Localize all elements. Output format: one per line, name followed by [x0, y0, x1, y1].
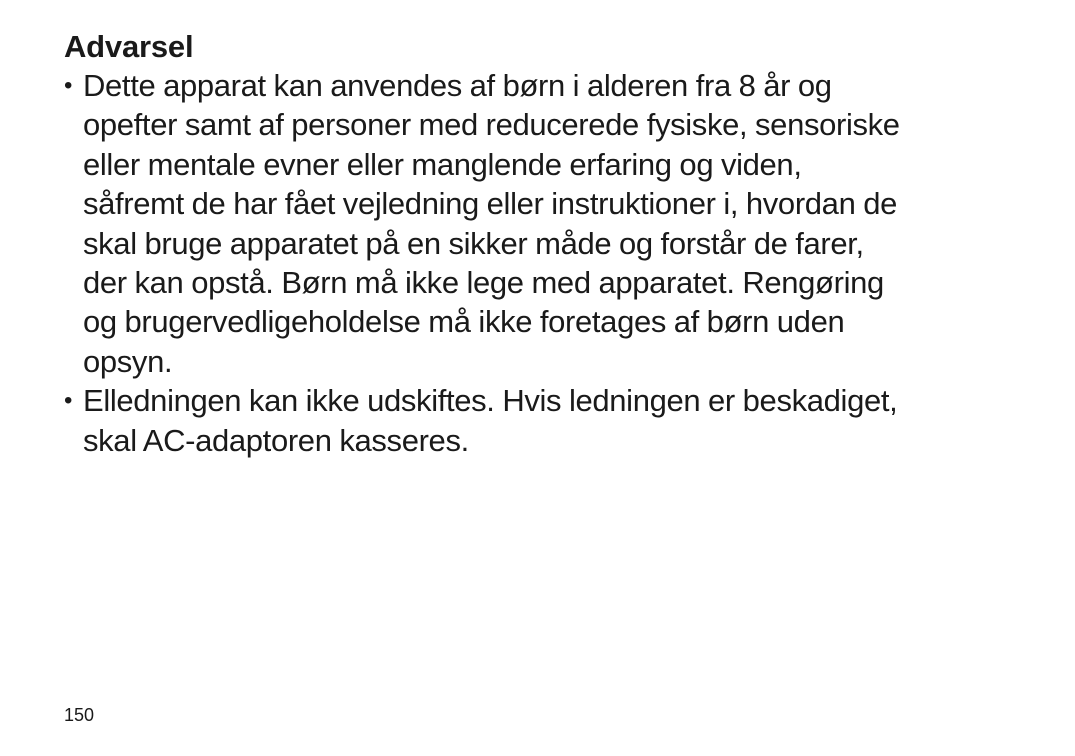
text-line: Elledningen kan ikke udskiftes. Hvis ledningen er beskadiget, [83, 383, 898, 419]
warning-list [64, 66, 1014, 460]
text-line: opsyn. [83, 343, 173, 379]
section-heading: Advarsel [64, 29, 194, 64]
text-line: såfremt de har fået vejledning eller instruktioner i, hvordan de [83, 186, 898, 222]
warning-section [64, 28, 1014, 460]
warning-item-1 [64, 66, 1014, 381]
text-line: eller mentale evner eller manglende erfaring og viden, [83, 146, 802, 182]
text-line: Dette apparat kan anvendes af børn i alderen fra 8 år og [83, 68, 832, 103]
page-number: 150 [64, 705, 95, 725]
text-line: og brugervedligeholdelse må ikke foretages af børn uden [83, 304, 845, 340]
text-line: der kan opstå. Børn må ikke lege med apparatet. Rengøring [83, 265, 884, 301]
bullet-icon: • [64, 72, 73, 99]
warning-item-2 [64, 381, 1014, 460]
text-line: skal AC-adaptoren kasseres. [83, 422, 469, 458]
text-line: opefter samt af personer med reducerede fysiske, sensoriske [83, 107, 900, 143]
bullet-icon: • [64, 387, 73, 415]
text-line: skal bruge apparatet på en sikker måde og forstår de farer, [83, 225, 864, 261]
